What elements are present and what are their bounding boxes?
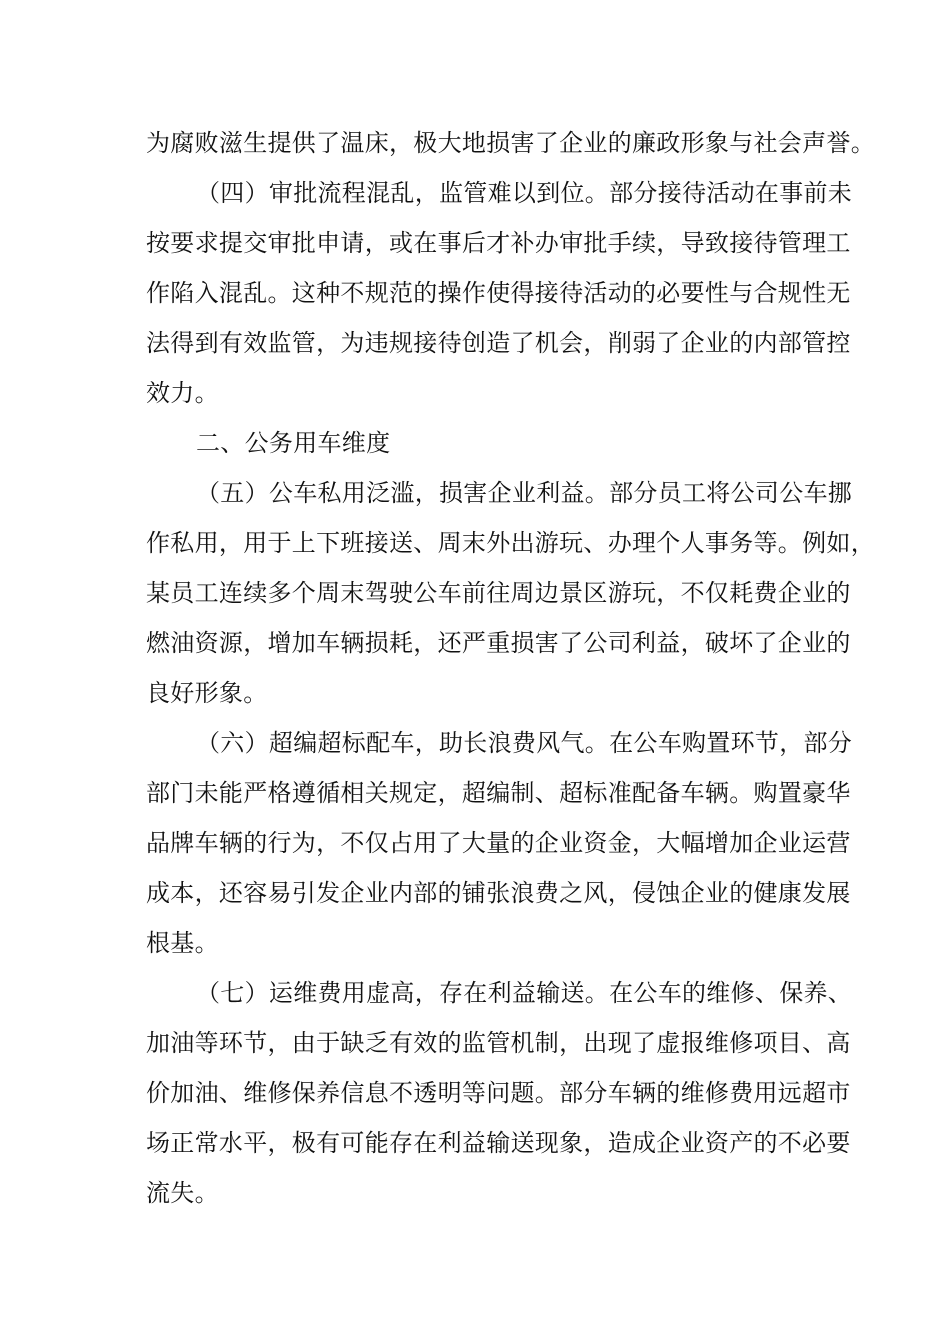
text-line: 某员工连续多个周末驾驶公车前往周边景区游玩，不仅耗费企业的 <box>146 579 851 607</box>
text-line: 品牌车辆的行为，不仅占用了大量的企业资金，大幅增加企业运营 <box>146 829 851 857</box>
text-line: 作陷入混乱。这种不规范的操作使得接待活动的必要性与合规性无 <box>146 279 851 307</box>
text-line: 良好形象。 <box>146 679 268 707</box>
paragraph-heading-7: （七）运维费用虚高，存在利益输送。在公车的维修、保养、 <box>196 979 853 1007</box>
text-line: 部门未能严格遵循相关规定，超编制、超标准配备车辆。购置豪华 <box>146 779 851 807</box>
text-line: 燃油资源，增加车辆损耗，还严重损害了公司利益，破坏了企业的 <box>146 629 851 657</box>
text-line: 按要求提交审批申请，或在事后才补办审批手续，导致接待管理工 <box>146 229 851 257</box>
text-line: 作私用，用于上下班接送、周末外出游玩、办理个人事务等。例如， <box>146 529 875 557</box>
paragraph-heading-5: （五）公车私用泛滥，损害企业利益。部分员工将公司公车挪 <box>196 479 853 507</box>
text-line: 场正常水平，极有可能存在利益输送现象，造成企业资产的不必要 <box>146 1129 851 1157</box>
text-line: 价加油、维修保养信息不透明等问题。部分车辆的维修费用远超市 <box>146 1079 851 1107</box>
section-heading: 二、公务用车维度 <box>196 429 391 457</box>
text-line: 效力。 <box>146 379 219 407</box>
text-line: 成本，还容易引发企业内部的铺张浪费之风，侵蚀企业的健康发展 <box>146 879 851 907</box>
paragraph-heading-6: （六）超编超标配车，助长浪费风气。在公车购置环节，部分 <box>196 729 853 757</box>
text-line: 加油等环节，由于缺乏有效的监管机制，出现了虚报维修项目、高 <box>146 1029 851 1057</box>
text-line: 流失。 <box>146 1179 219 1207</box>
text-line: 根基。 <box>146 929 219 957</box>
text-line: 法得到有效监管，为违规接待创造了机会，削弱了企业的内部管控 <box>146 329 851 357</box>
paragraph-heading-4: （四）审批流程混乱，监管难以到位。部分接待活动在事前未 <box>196 179 853 207</box>
text-line: 为腐败滋生提供了温床，极大地损害了企业的廉政形象与社会声誉。 <box>146 129 875 157</box>
